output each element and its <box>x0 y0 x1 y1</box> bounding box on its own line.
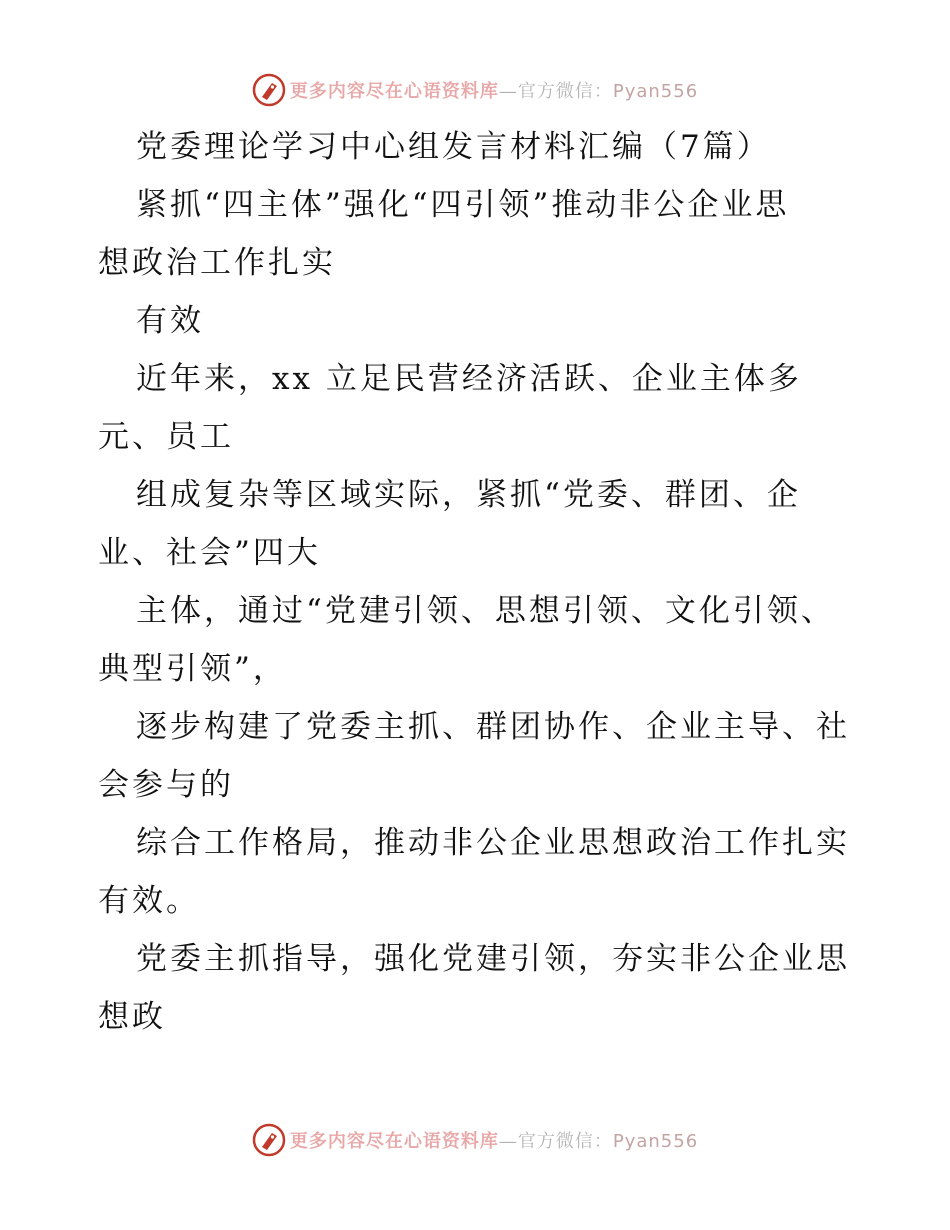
text-line: 近年来，xx 立足民营经济活跃、企业主体多 <box>136 361 802 397</box>
document-body <box>98 118 868 1046</box>
text-line: 综合工作格局，推动非公企业思想政治工作扎实 <box>136 825 850 861</box>
text-line: 逐步构建了党委主抓、群团协作、企业主导、社 <box>136 709 850 745</box>
text-line: 组成复杂等区域实际，紧抓“党委、群团、企 <box>136 477 801 513</box>
banner-text <box>290 1127 698 1153</box>
banner-wechat-id: Pyan556 <box>612 81 699 102</box>
header-banner <box>0 70 950 110</box>
text-line: 有效。 <box>98 883 200 919</box>
banner-contact-label: 官方微信： <box>517 1131 613 1152</box>
text-line: 想政 <box>98 999 166 1035</box>
banner-main: 更多内容尽在心语资料库 <box>289 1131 499 1152</box>
footer-banner <box>0 1120 950 1160</box>
text-line: 主体，通过“党建引领、思想引领、文化引领、 <box>136 593 835 629</box>
banner-text <box>290 77 698 103</box>
banner-main: 更多内容尽在心语资料库 <box>289 81 499 102</box>
text-line: 会参与的 <box>98 767 234 803</box>
text-line: 业、社会”四大 <box>98 535 321 571</box>
banner-contact-label: 官方微信： <box>517 81 613 102</box>
document-title: 党委理论学习中心组发言材料汇编（7篇） <box>136 129 771 165</box>
text-line: 元、员工 <box>98 419 234 455</box>
banner-separator: — <box>498 1131 518 1152</box>
text-line: 想政治工作扎实 <box>98 245 336 281</box>
pen-nib-logo-icon <box>252 1123 286 1157</box>
text-line: 典型引领”， <box>98 651 287 687</box>
banner-wechat-id: Pyan556 <box>612 1131 699 1152</box>
text-line: 党委主抓指导，强化党建引领，夯实非公企业思 <box>136 941 850 977</box>
heading-line: 紧抓“四主体”强化“四引领”推动非公企业思 <box>136 187 790 223</box>
banner-separator: — <box>498 81 518 102</box>
text-line: 有效 <box>136 303 204 339</box>
pen-nib-logo-icon <box>252 73 286 107</box>
